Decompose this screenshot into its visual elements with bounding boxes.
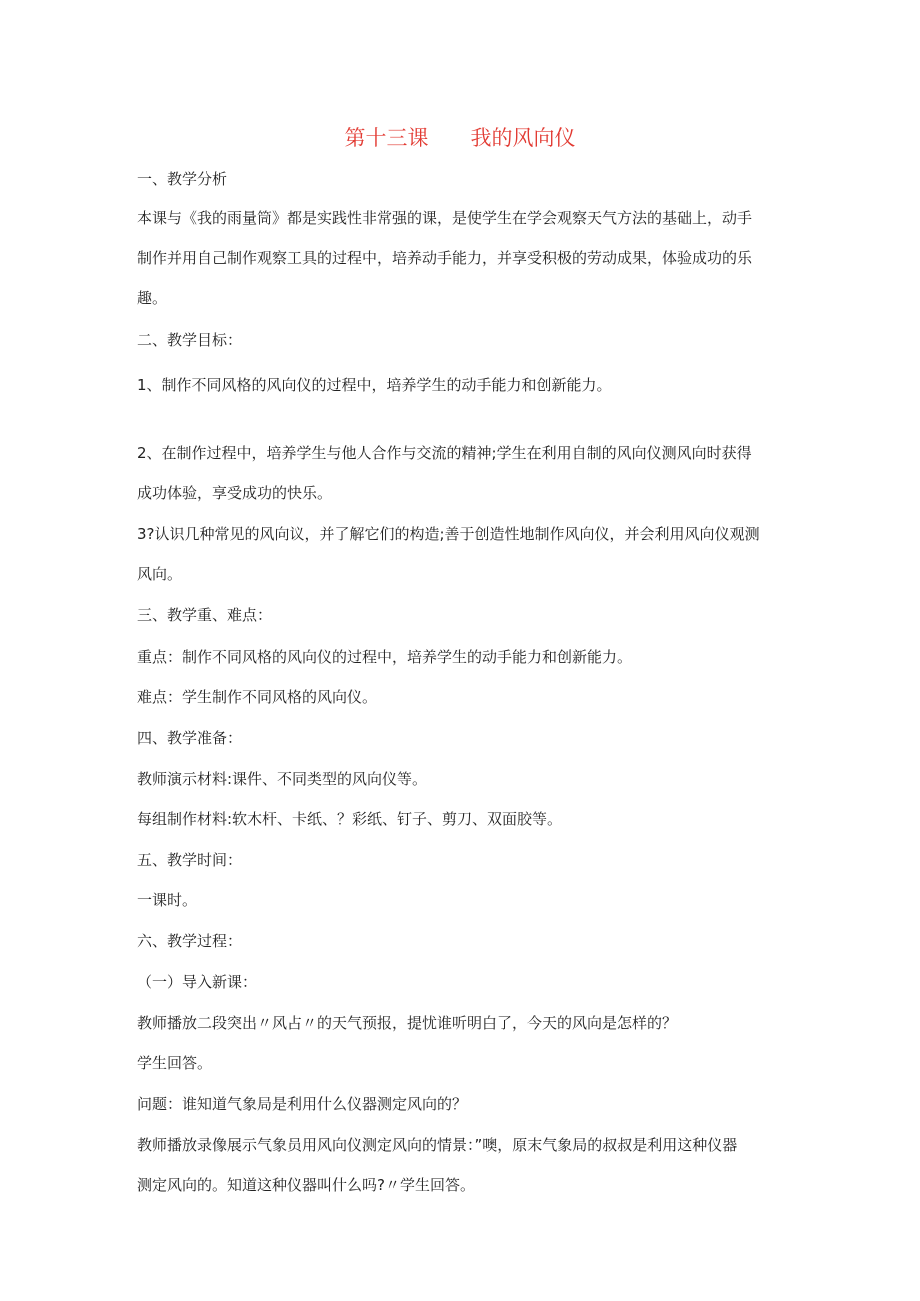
analysis-paragraph-line-3: 趣。 [137, 289, 168, 307]
section-heading-objectives: 二、教学目标： [137, 331, 243, 349]
analysis-paragraph-line-1: 本课与《我的雨量筒》都是实践性非常强的课，是使学生在学会观察天气方法的基础上，动手 [137, 209, 753, 227]
process-paragraph-4-line-2: 测定风向的。知道这种仪器叫什么吗?〃学生回答。 [137, 1176, 475, 1194]
objective-item-2-line-1: 2、在制作过程中，培养学生与他人合作与交流的精神;学生在利用自制的风向仪测风向时获得 [137, 444, 752, 462]
objective-item-3-line-2: 风向。 [137, 565, 183, 583]
analysis-paragraph-line-2: 制作并用自己制作观察工具的过程中，培养动手能力，并享受积极的劳动成果，体验成功的乐 [137, 249, 753, 267]
objective-item-3-line-1: 3?认识几种常见的风向议，并了解它们的构造;善于创造性地制作风向仪，并会利用风向仪观测 [137, 525, 760, 543]
group-materials: 每组制作材料:软木杆、卡纸、？彩纸、钉子、剪刀、双面胶等。 [137, 810, 563, 828]
section-heading-process: 六、教学过程： [137, 932, 243, 950]
objective-item-2-line-2: 成功体验，享受成功的快乐。 [137, 484, 333, 502]
lesson-title: 第十三课 我的风向仪 [344, 126, 576, 150]
section-heading-time: 五、教学时间： [137, 851, 243, 869]
key-point: 重点：制作不同风格的风向仪的过程中，培养学生的动手能力和创新能力。 [137, 648, 633, 666]
process-paragraph-4-line-1: 教师播放录像展示气象员用风向仪测定风向的情景：”噢，原末气象局的叔叔是利用这种仪器 [137, 1136, 738, 1154]
section-heading-key-points: 三、教学重、难点： [137, 606, 273, 624]
subheading-introduction: （一）导入新课： [137, 973, 258, 991]
section-heading-preparation: 四、教学准备： [137, 729, 243, 747]
process-paragraph-2: 学生回答。 [137, 1054, 213, 1072]
process-paragraph-3: 问题：谁知道气象局是利用什么仪器测定风向的？ [137, 1095, 468, 1113]
section-heading-analysis: 一、教学分析 [137, 170, 228, 188]
teacher-materials: 教师演示材料:课件、不同类型的风向仪等。 [137, 770, 428, 788]
objective-item-1: 1、制作不同风格的风向仪的过程中，培养学生的动手能力和创新能力。 [137, 376, 612, 394]
lesson-time: 一课时。 [137, 891, 198, 909]
difficult-point: 难点：学生制作不同风格的风向仪。 [137, 688, 378, 706]
process-paragraph-1: 教师播放二段突出〃风占〃的天气预报，提忧谁听明白了，今天的风向是怎样的？ [137, 1014, 678, 1032]
